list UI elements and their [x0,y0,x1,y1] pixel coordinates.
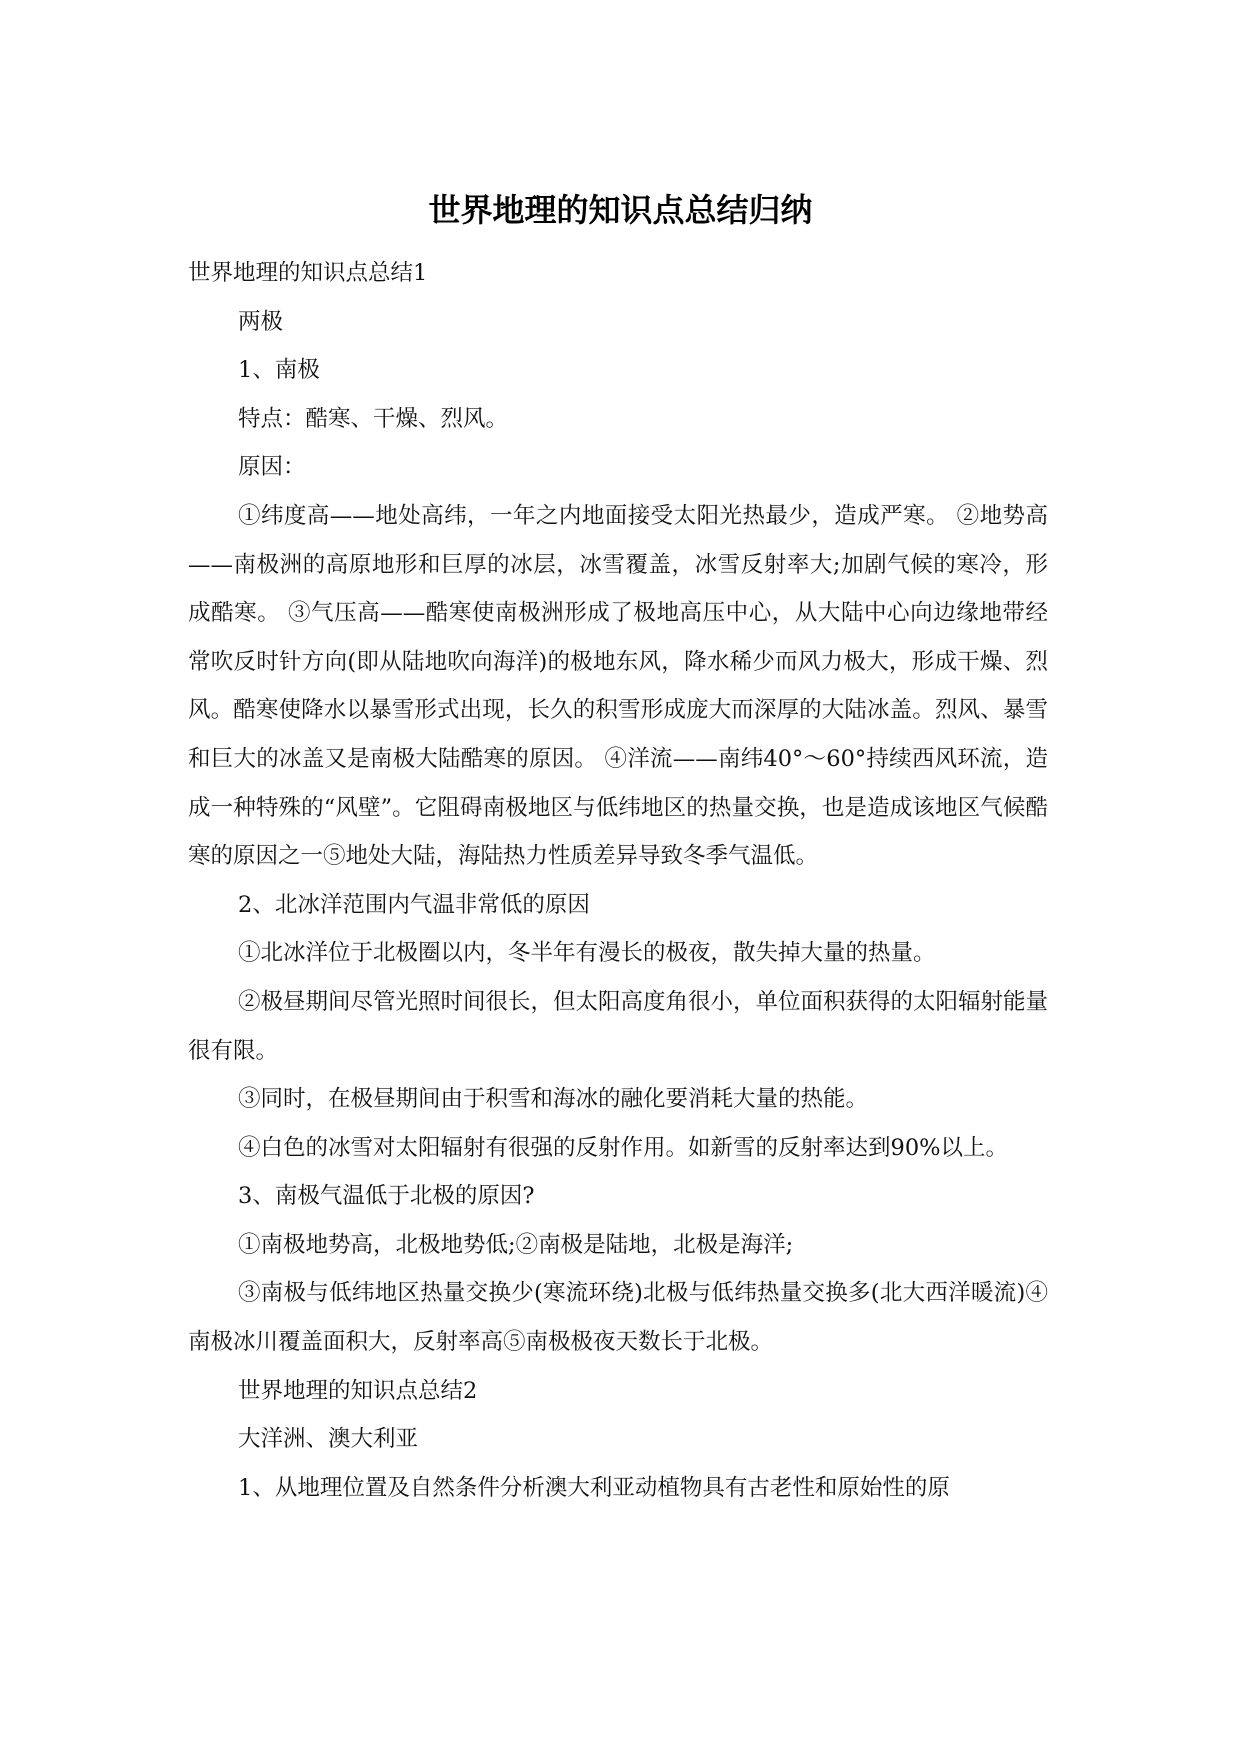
paragraph: 世界地理的知识点总结1 [188,260,428,286]
document-body [188,249,1048,1512]
paragraph: 世界地理的知识点总结2 [238,1377,478,1404]
paragraph: ①北冰洋位于北极圈以内，冬半年有漫长的极夜，散失掉大量的热量。 [238,940,936,967]
paragraph: 1、从地理位置及自然条件分析澳大利亚动植物具有古老性和原始性的原 [238,1474,950,1501]
paragraph: 3、南极气温低于北极的原因? [238,1183,535,1210]
document-title: 世界地理的知识点总结归纳 [428,191,813,229]
paragraph: ③同时，在极昼期间由于积雪和海冰的融化要消耗大量的热能。 [238,1086,869,1113]
paragraph: ④白色的冰雪对太阳辐射有很强的反射作用。如新雪的反射率达到90%以上。 [238,1134,1009,1161]
paragraph: ②极昼期间尽管光照时间很长，但太阳高度角很小，单位面积获得的太阳辐射能量很有限。 [188,988,1049,1064]
paragraph: ①南极地势高，北极地势低;②南极是陆地，北极是海洋; [238,1231,794,1258]
paragraph: 2、北冰洋范围内气温非常低的原因 [238,891,590,918]
paragraph: ③南极与低纬地区热量交换少(寒流环绕)北极与低纬热量交换多(北大西洋暖流)④南极冰川覆盖面积大，反射率高⑤南极极夜天数长于北极。 [188,1280,1048,1356]
paragraph: 特点：酷寒、干燥、烈风。 [238,405,509,432]
paragraph: 原因： [238,454,306,481]
paragraph: 两极 [238,308,284,335]
paragraph: 大洋洲、澳大利亚 [238,1426,419,1453]
paragraph: ①纬度高——地处高纬，一年之内地面接受太阳光热最少，造成严寒。 ②地势高——南极洲的高原地形和巨厚的冰层，冰雪覆盖，冰雪反射率大;加剧气候的寒冷，形成酷寒。 ③气压高——酷寒使南极洲形成了极地高压中心，从大陆中心向边缘地带经常吹反时针方向(即从陆地吹向海洋)的极地东风，降水稀少而风力极大，形成干燥、烈风。酷寒使降水以暴雪形式出现，长久的积雪形成庞大而深厚的大陆冰盖。烈风、暴雪和巨大的冰盖又是南极大陆酷寒的原因。 ④洋流——南纬40°～60°持续西风环流，造成一种特殊的“风壁”。它阻碍南极地区与低纬地区的热量交换，也是造成该地区气候酷寒的原因之一⑤地处大陆，海陆热力性质差异导致冬季气温低。 [188,502,1048,870]
paragraph: 1、南极 [238,357,320,384]
